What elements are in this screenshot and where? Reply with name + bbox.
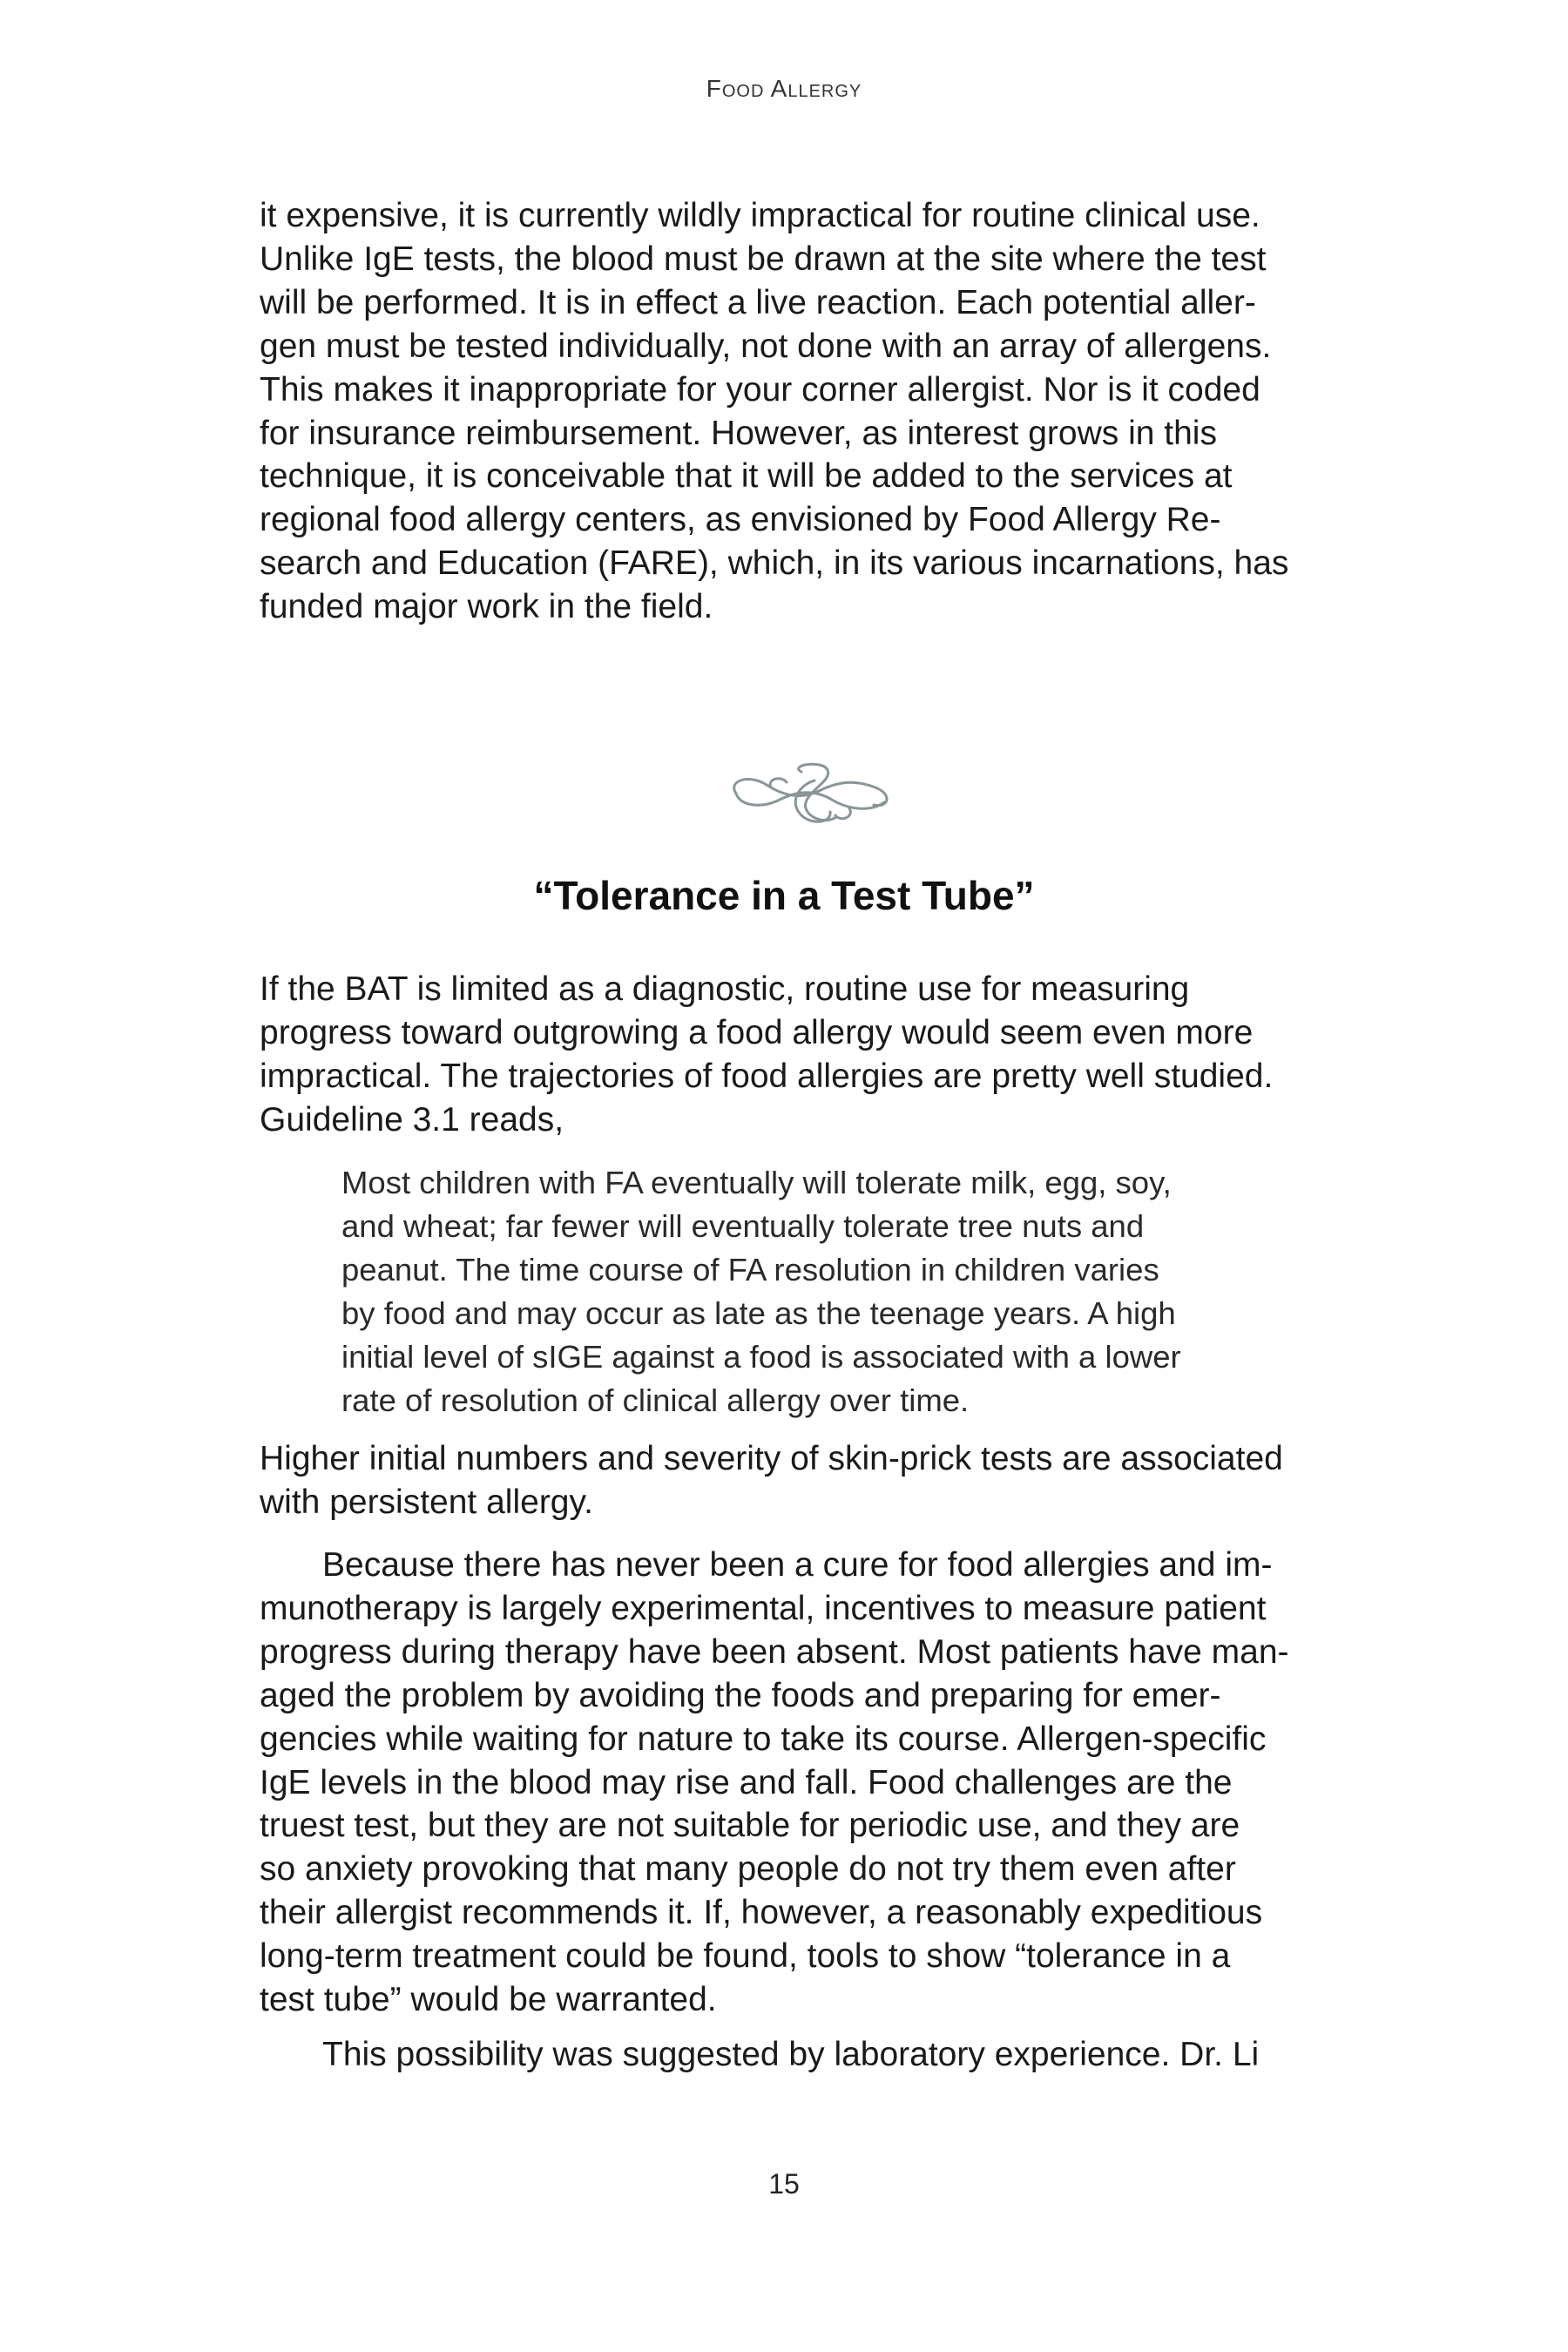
quote-line: peanut. The time course of FA resolution in children varies <box>341 1251 1159 1288</box>
paragraph <box>260 1544 1366 2022</box>
quote-line: initial level of sIGE against a food is associated with a lower <box>341 1338 1181 1375</box>
block-quote <box>341 1161 1300 1422</box>
text-line: will be performed. It is in effect a live reaction. Each potential aller- <box>260 283 1256 321</box>
text-line: truest test, but they are not suitable for periodic use, and they are <box>260 1807 1240 1845</box>
paragraph <box>260 1437 1366 1524</box>
text-line: munotherapy is largely experimental, incentives to measure patient <box>260 1589 1267 1627</box>
text-line: gen must be tested individually, not done with an array of allergens. <box>260 327 1272 365</box>
text-line: progress during therapy have been absent. Most patients have man- <box>260 1632 1289 1671</box>
running-head: Food Allergy <box>706 75 862 102</box>
text-line: long-term treatment could be found, tools to show “tolerance in a <box>260 1937 1231 1976</box>
text-line: If the BAT is limited as a diagnostic, routine use for measuring <box>260 970 1190 1008</box>
quote-line: Most children with FA eventually will tolerate milk, egg, soy, <box>341 1165 1172 1200</box>
text-line: with persistent allergy. <box>260 1483 593 1521</box>
text-line: impractical. The trajectories of food allergies are pretty well studied. <box>260 1057 1274 1095</box>
text-line: Because there has never been a cure for food allergies and im- <box>322 1546 1273 1584</box>
text-line: aged the problem by avoiding the foods and preparing for emer- <box>260 1676 1221 1714</box>
text-line: progress toward outgrowing a food allergy would seem even more <box>260 1013 1254 1051</box>
text-line: Guideline 3.1 reads, <box>260 1100 564 1139</box>
text-line: IgE levels in the blood may rise and fall. Food challenges are the <box>260 1763 1233 1801</box>
quote-line: rate of resolution of clinical allergy over time. <box>341 1382 970 1418</box>
text-line: their allergist recommends it. If, however, a reasonably expeditious <box>260 1894 1263 1932</box>
text-line: This makes it inappropriate for your corner allergist. Nor is it coded <box>260 370 1260 409</box>
flourish-ornament-icon <box>719 754 902 841</box>
text-line: regional food allergy centers, as envisioned by Food Allergy Re- <box>260 501 1221 539</box>
quote-line: and wheat; far fewer will eventually tolerate tree nuts and <box>341 1207 1145 1244</box>
text-line: technique, it is conceivable that it will be added to the services at <box>260 457 1233 496</box>
lead-paragraph <box>260 194 1366 629</box>
text-line: it expensive, it is currently wildly impractical for routine clinical use. <box>260 197 1260 234</box>
text-line: Higher initial numbers and severity of skin-prick tests are associated <box>260 1440 1283 1477</box>
text-line: for insurance reimbursement. However, as interest grows in this <box>260 414 1217 452</box>
section-heading: “Tolerance in a Test Tube” <box>533 873 1035 918</box>
paragraph <box>260 968 1366 1142</box>
text-line: test tube” would be warranted. <box>260 1981 717 2019</box>
quote-line: by food and may occur as late as the teenage years. A high <box>341 1294 1176 1331</box>
paragraph <box>260 2033 1366 2077</box>
text-line: This possibility was suggested by laboratory experience. Dr. Li <box>322 2036 1260 2073</box>
text-line: gencies while waiting for nature to take its course. Allergen-specific <box>260 1720 1267 1758</box>
text-line: Unlike IgE tests, the blood must be drawn at the site where the test <box>260 240 1267 278</box>
text-line: search and Education (FARE), which, in its various incarnations, has <box>260 544 1289 583</box>
text-line: funded major work in the field. <box>260 588 713 626</box>
page-number: 15 <box>768 2168 800 2200</box>
text-line: so anxiety provoking that many people do not try them even after <box>260 1850 1236 1889</box>
